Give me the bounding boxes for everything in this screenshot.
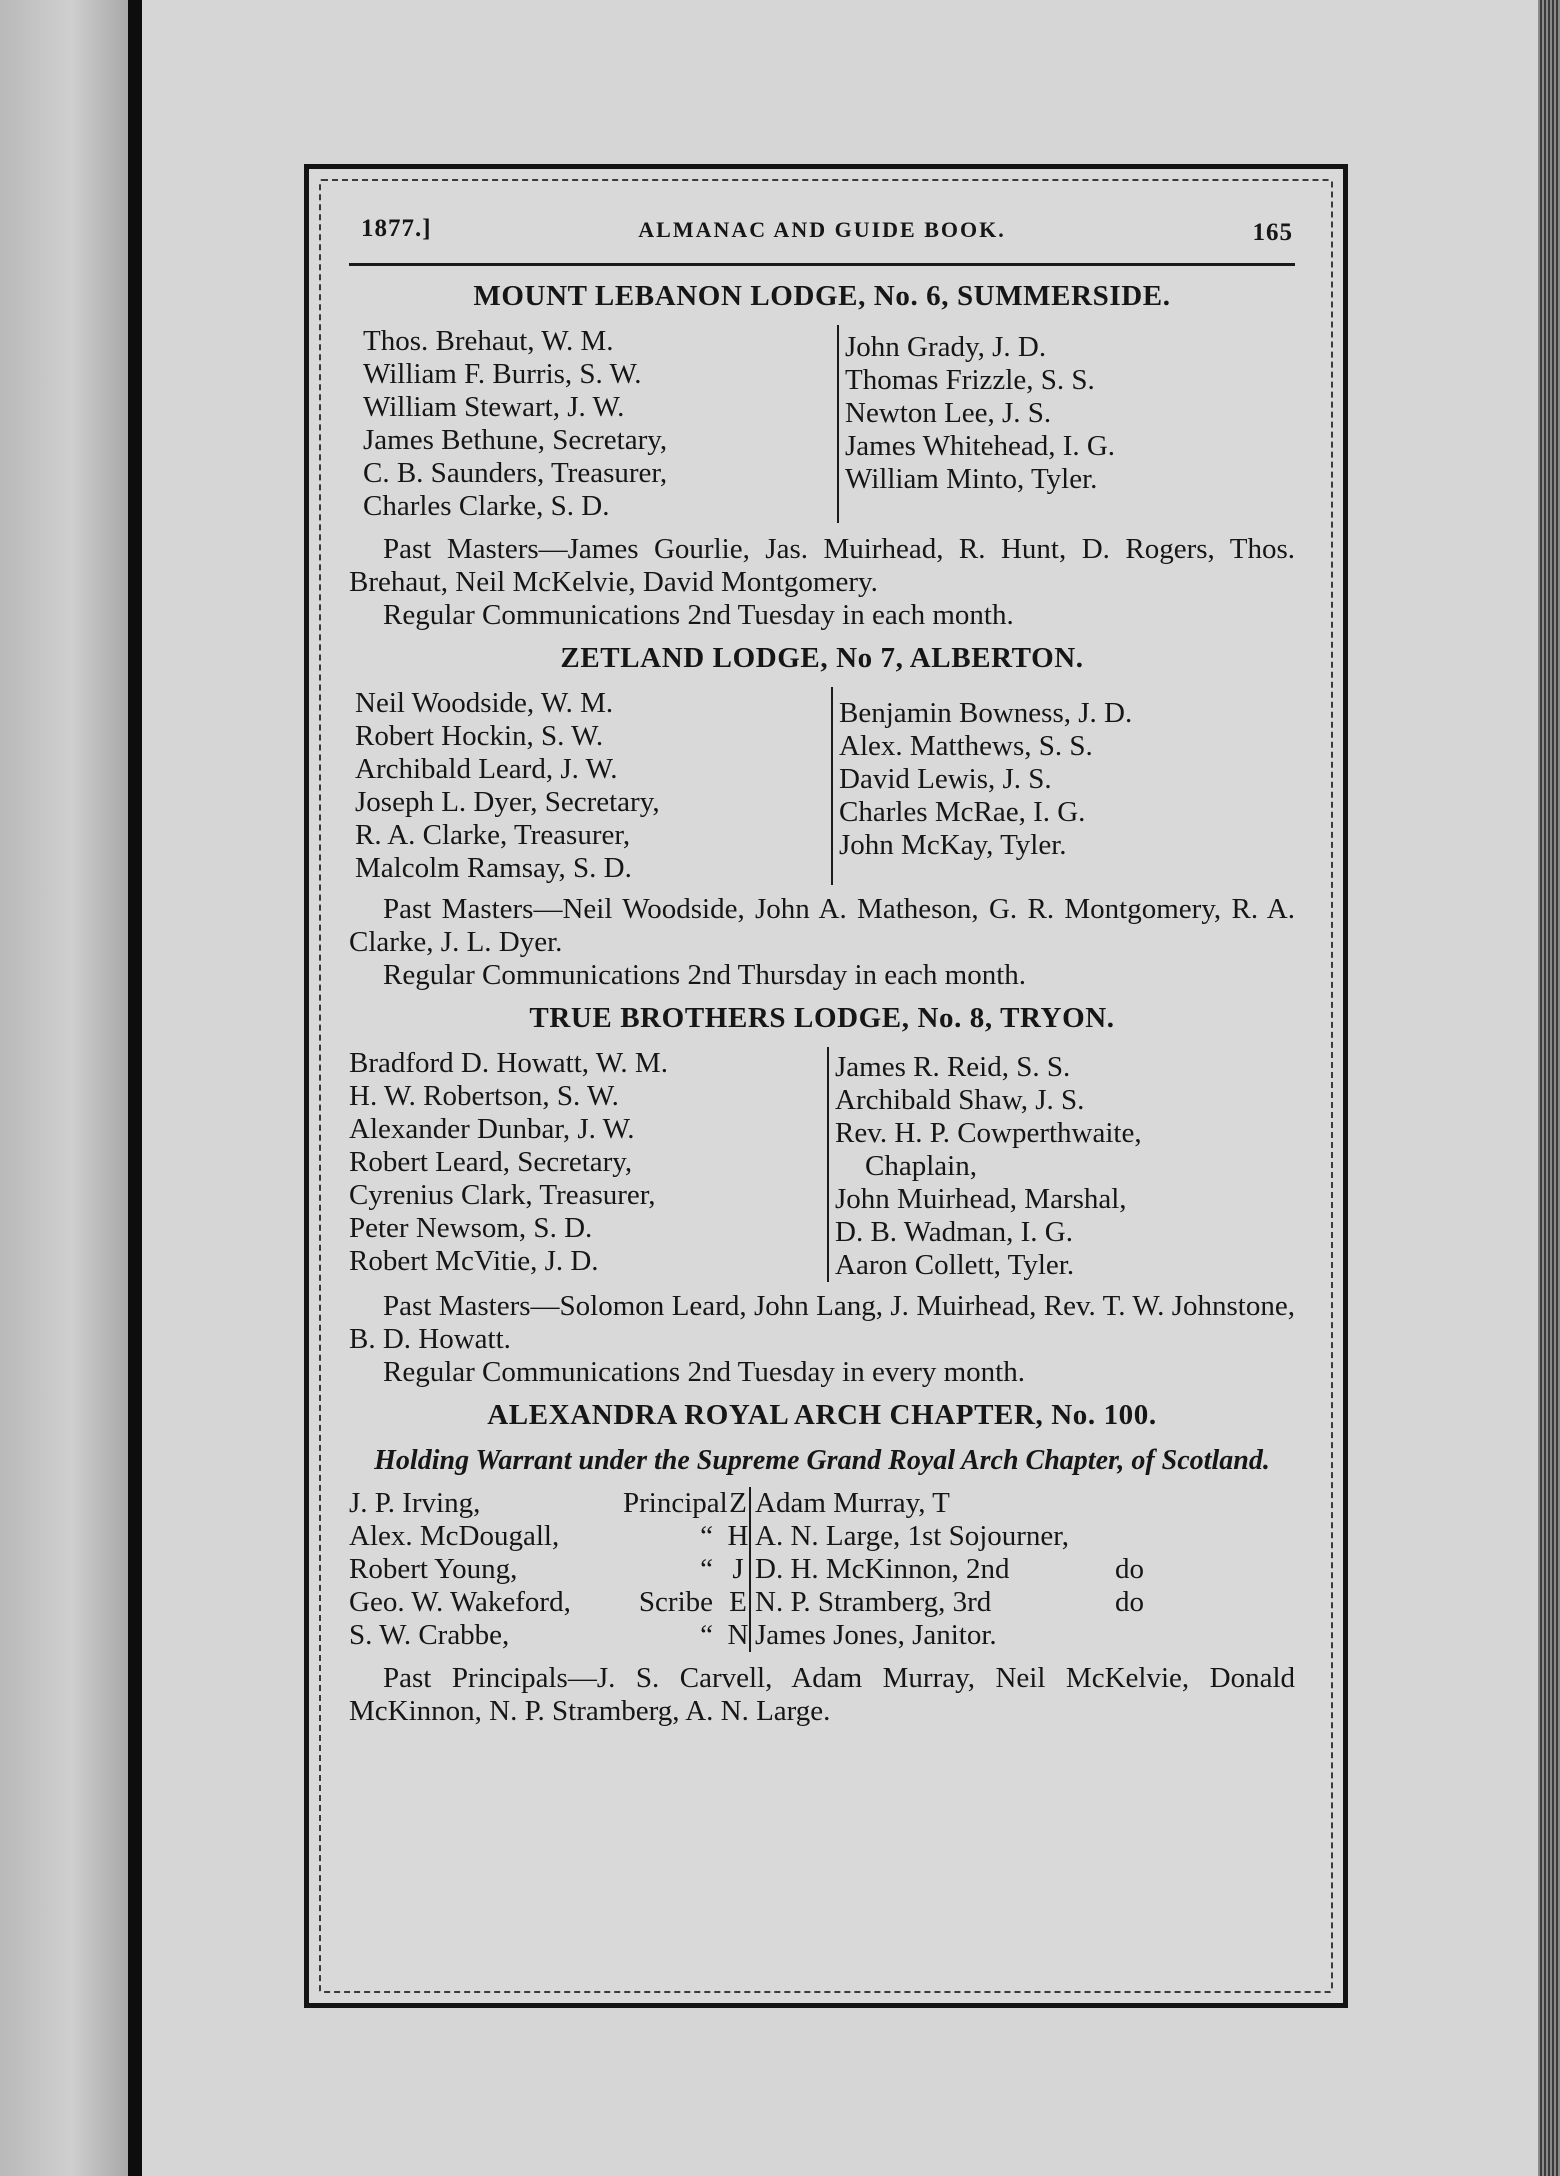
regular-communications: Regular Communications 2nd Thursday in each month. xyxy=(383,959,1026,991)
chapter-title: ALEXANDRA ROYAL ARCH CHAPTER, No. 100. xyxy=(487,1399,1157,1431)
officer-column-right xyxy=(827,1047,1142,1282)
chapter-officer-name: Geo. W. Wakeford, xyxy=(349,1586,571,1618)
chapter-officer-role: “ xyxy=(700,1553,713,1585)
officer-entry: Thomas Frizzle, S. S. xyxy=(845,364,1095,396)
past-masters: Past Masters—James Gourlie, Jas. Muirhead, R. Hunt, D. Rogers, Thos. Brehaut, Neil McKelvie, David Montgomery. xyxy=(349,533,1295,598)
chapter-officer-right xyxy=(749,1487,1195,1520)
chapter-officer-role: Principal xyxy=(623,1487,728,1519)
officer-entry: Robert Hockin, S. W. xyxy=(355,720,604,752)
officer-column-left xyxy=(355,687,831,885)
past-masters: Past Masters—Solomon Leard, John Lang, J. Muirhead, Rev. T. W. Johnstone, B. D. Howatt. xyxy=(349,1290,1295,1355)
warrant-note: Holding Warrant under the Supreme Grand Royal Arch Chapter, of Scotland. xyxy=(374,1445,1270,1476)
chapter-right-name: James Jones, Janitor. xyxy=(755,1619,997,1651)
chapter-officer-right xyxy=(749,1619,1195,1652)
officer-entry: Aaron Collett, Tyler. xyxy=(835,1249,1075,1281)
chapter-officer-letter: Z xyxy=(729,1487,747,1519)
lodge-section xyxy=(349,642,1295,992)
officer-entry: John Grady, J. D. xyxy=(845,331,1047,363)
officer-entry: Alex. Matthews, S. S. xyxy=(839,730,1093,762)
running-head xyxy=(349,215,1295,255)
officer-entry: Peter Newsom, S. D. xyxy=(349,1212,593,1244)
chapter-officer-row xyxy=(349,1553,1295,1586)
officer-entry: David Lewis, J. S. xyxy=(839,763,1052,795)
page-content xyxy=(349,215,1295,1728)
chapter-officer-name: J. P. Irving, xyxy=(349,1487,481,1519)
officer-column-right xyxy=(837,325,1115,523)
officer-entry: James R. Reid, S. S. xyxy=(835,1051,1071,1083)
chapter-officer-name: S. W. Crabbe, xyxy=(349,1619,510,1651)
chapter-officer-right xyxy=(749,1520,1195,1553)
officer-entry: John McKay, Tyler. xyxy=(839,829,1067,861)
past-principals: Past Principals—J. S. Carvell, Adam Murray, Neil McKelvie, Donald McKinnon, N. P. Stramberg, A. N. Large. xyxy=(349,1662,1295,1727)
officer-entry: William F. Burris, S. W. xyxy=(363,358,642,390)
officer-column-right xyxy=(831,687,1132,885)
lodge-title: MOUNT LEBANON LODGE, No. 6, SUMMERSIDE. xyxy=(473,280,1171,312)
officer-entry: Robert McVitie, J. D. xyxy=(349,1245,599,1277)
officer-column-left xyxy=(363,325,837,523)
officer-entry: D. B. Wadman, I. G. xyxy=(835,1216,1073,1248)
officer-entry: Benjamin Bowness, J. D. xyxy=(839,697,1133,729)
chapter-section xyxy=(349,1399,1295,1728)
officer-entry: Alexander Dunbar, J. W. xyxy=(349,1113,635,1145)
lodge-title: ZETLAND LODGE, No 7, ALBERTON. xyxy=(560,642,1084,674)
officer-entry: Bradford D. Howatt, W. M. xyxy=(349,1047,668,1079)
officer-entry: Chaplain, xyxy=(865,1150,977,1182)
chapter-right-ditto xyxy=(1115,1619,1175,1652)
chapter-officer-table xyxy=(349,1487,1295,1652)
page-border-frame xyxy=(304,164,1348,2008)
officer-entry: Charles Clarke, S. D. xyxy=(363,490,610,522)
chapter-right-ditto: do xyxy=(1115,1553,1144,1585)
book-gutter xyxy=(128,0,142,2176)
chapter-officer-row xyxy=(349,1487,1295,1520)
chapter-officer-name: Robert Young, xyxy=(349,1553,518,1585)
chapter-officer-right xyxy=(749,1553,1195,1586)
chapter-officer-role: “ xyxy=(700,1619,713,1651)
officer-entry: Neil Woodside, W. M. xyxy=(355,687,614,719)
lodge-section xyxy=(349,1002,1295,1389)
chapter-officer-role: “ xyxy=(700,1520,713,1552)
officer-entry: John Muirhead, Marshal, xyxy=(835,1183,1127,1215)
chapter-officer-row xyxy=(349,1520,1295,1553)
chapter-right-name: D. H. McKinnon, 2nd xyxy=(755,1553,1010,1585)
officer-entry: Malcolm Ramsay, S. D. xyxy=(355,852,632,884)
chapter-officer-letter: E xyxy=(729,1586,747,1618)
chapter-right-ditto: do xyxy=(1115,1586,1144,1618)
chapter-right-name: A. N. Large, 1st Sojourner, xyxy=(755,1520,1070,1552)
officer-entry: Archibald Leard, J. W. xyxy=(355,753,618,785)
facing-page-edge xyxy=(0,0,128,2176)
chapter-officer-name: Alex. McDougall, xyxy=(349,1520,560,1552)
regular-communications: Regular Communications 2nd Tuesday in every month. xyxy=(383,1356,1025,1388)
officer-entry: Joseph L. Dyer, Secretary, xyxy=(355,786,660,818)
officer-entry: Thos. Brehaut, W. M. xyxy=(363,325,614,357)
officer-entry: William Minto, Tyler. xyxy=(845,463,1098,495)
officer-list xyxy=(349,325,1295,523)
officer-entry: William Stewart, J. W. xyxy=(363,391,625,423)
chapter-officer-row xyxy=(349,1619,1295,1652)
regular-communications: Regular Communications 2nd Tuesday in each month. xyxy=(383,599,1014,631)
officer-entry: C. B. Saunders, Treasurer, xyxy=(363,457,668,489)
officer-list xyxy=(349,1047,1295,1282)
officer-entry: Cyrenius Clark, Treasurer, xyxy=(349,1179,656,1211)
chapter-officer-letter: J xyxy=(732,1553,744,1585)
officer-entry: Robert Leard, Secretary, xyxy=(349,1146,633,1178)
officer-column-left xyxy=(349,1047,827,1282)
officer-list xyxy=(349,687,1295,885)
chapter-right-name: Adam Murray, T xyxy=(755,1487,950,1519)
chapter-officer-right xyxy=(749,1586,1195,1619)
running-head-year: 1877.] xyxy=(361,215,432,242)
chapter-right-ditto xyxy=(1115,1487,1175,1520)
chapter-officer-letter: H xyxy=(727,1520,749,1552)
officer-entry: Charles McRae, I. G. xyxy=(839,796,1086,828)
page-stack-edges xyxy=(1538,0,1560,2176)
officer-entry: Archibald Shaw, J. S. xyxy=(835,1084,1085,1116)
officer-entry: R. A. Clarke, Treasurer, xyxy=(355,819,631,851)
head-rule xyxy=(349,263,1295,266)
page-number: 165 xyxy=(1252,219,1293,246)
officer-entry: Rev. H. P. Cowperthwaite, xyxy=(835,1117,1142,1149)
lodge-title: TRUE BROTHERS LODGE, No. 8, TRYON. xyxy=(529,1002,1115,1034)
past-masters: Past Masters—Neil Woodside, John A. Matheson, G. R. Montgomery, R. A. Clarke, J. L. Dyer. xyxy=(349,893,1295,958)
chapter-right-name: N. P. Stramberg, 3rd xyxy=(755,1586,992,1618)
chapter-officer-letter: N xyxy=(727,1619,749,1651)
chapter-officer-role: Scribe xyxy=(638,1586,713,1618)
officer-entry: H. W. Robertson, S. W. xyxy=(349,1080,619,1112)
officer-entry: Newton Lee, J. S. xyxy=(845,397,1052,429)
officer-entry: James Whitehead, I. G. xyxy=(845,430,1116,462)
lodge-section xyxy=(349,280,1295,632)
chapter-right-ditto xyxy=(1115,1520,1175,1553)
chapter-officer-row xyxy=(349,1586,1295,1619)
running-head-title: ALMANAC AND GUIDE BOOK. xyxy=(638,217,1006,242)
officer-entry: James Bethune, Secretary, xyxy=(363,424,668,456)
